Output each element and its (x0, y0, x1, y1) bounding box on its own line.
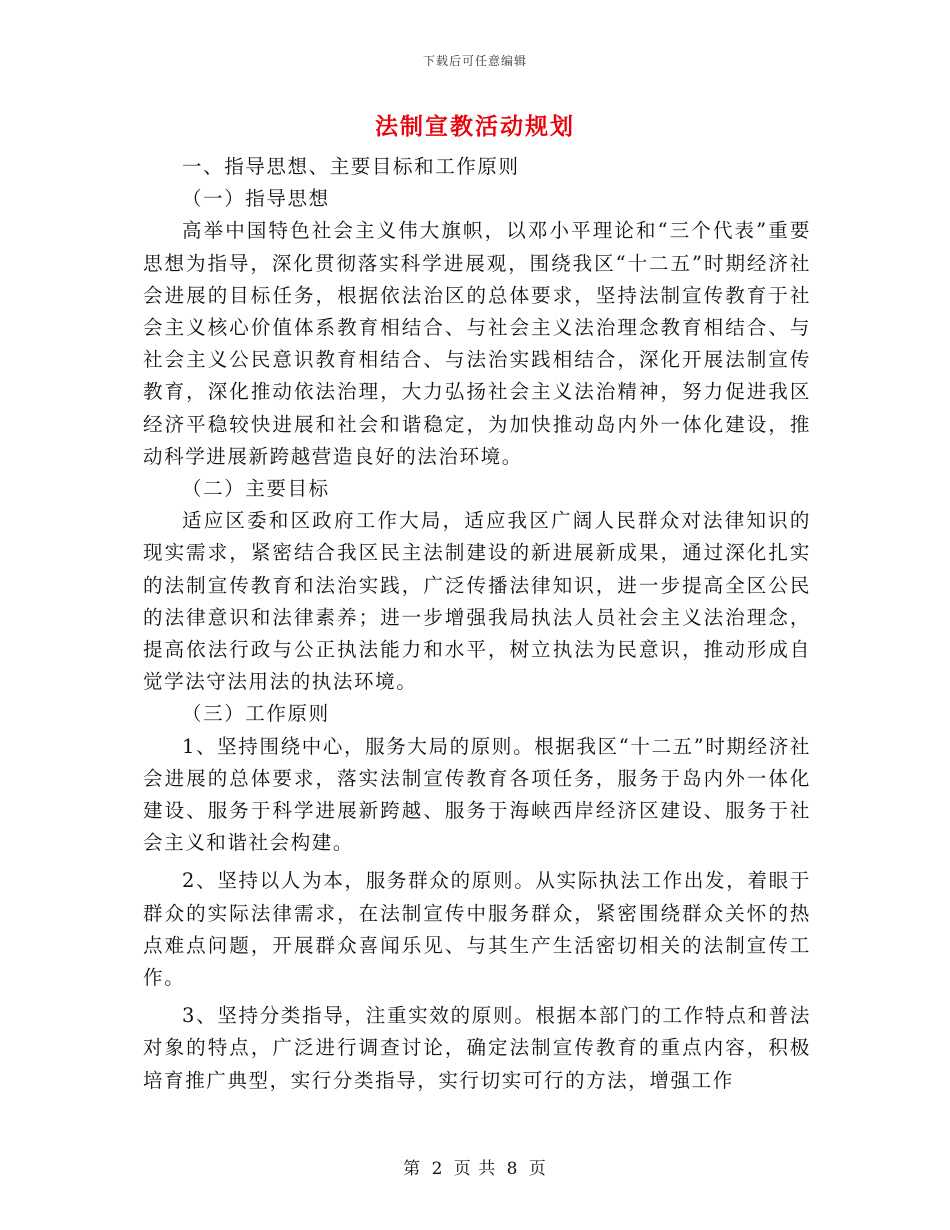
current-page-number: 2 (431, 1159, 444, 1179)
document-body (143, 150, 811, 1097)
subsection-heading: （二）主要目标 (182, 477, 330, 501)
subsection-heading: （三）工作原则 (182, 702, 330, 726)
subsection-heading: （一）指导思想 (182, 187, 330, 211)
footer-middle: 页 共 (453, 1159, 497, 1179)
document-title: 法制宣教活动规划 (375, 113, 575, 140)
section-heading: 一、指导思想、主要目标和工作原则 (182, 155, 520, 178)
footer-prefix: 第 (403, 1159, 422, 1179)
paragraph: 3、坚持分类指导，注重实效的原则。根据本部门的工作特点和普法对象的特点，广泛进行调查讨论，确定法制宣传教育的重点内容，积极培育推广典型，实行分类指导，实行切实可行的方法，增强工作 (143, 1004, 811, 1092)
paragraph: 高举中国特色社会主义伟大旗帜，以邓小平理论和“三个代表”重要思想为指导，深化贯彻落实科学进展观，围绕我区“十二五”时期经济社会进展的目标任务，根据依法治区的总体要求，坚持法制宣传教育于社会主义核心价值体系教育相结合、与社会主义法治理念教育相结合、与社会主义公民意识教育相结合、与法治实践相结合，深化开展法制宣传教育，深化推动依法治理，大力弘扬社会主义法治精神，努力促进我区经济平稳较快进展和社会和谐稳定，为加快推动岛内外一体化建设，推动科学进展新跨越营造良好的法治环境。 (143, 219, 811, 468)
page-footer (0, 1154, 950, 1179)
paragraph: 1、坚持围绕中心，服务大局的原则。根据我区“十二五”时期经济社会进展的总体要求，落实法制宣传教育各项任务，服务于岛内外一体化建设、服务于科学进展新跨越、服务于海峡西岸经济区建设、服务于社会主义和谐社会构建。 (143, 734, 811, 855)
footer-suffix: 页 (528, 1159, 547, 1179)
paragraph: 2、坚持以人为本，服务群众的原则。从实际执法工作出发，着眼于群众的实际法律需求，在法制宣传中服务群众，紧密围绕群众关怀的热点难点问题，开展群众喜闻乐见、与其生产生活密切相关的法制宣传工作。 (143, 869, 811, 990)
paragraph: 适应区委和区政府工作大局，适应我区广阔人民群众对法律知识的现实需求，紧密结合我区民主法制建设的新进展新成果，通过深化扎实的法制宣传教育和法治实践，广泛传播法律知识，进一步提高全区公民的法律意识和法律素养；进一步增强我局执法人员社会主义法治理念，提高依法行政与公正执法能力和水平，树立执法为民意识，推动形成自觉学法守法用法的执法环境。 (143, 509, 811, 694)
header-note: 下载后可任意编辑 (422, 54, 527, 68)
total-page-count: 8 (506, 1159, 519, 1179)
